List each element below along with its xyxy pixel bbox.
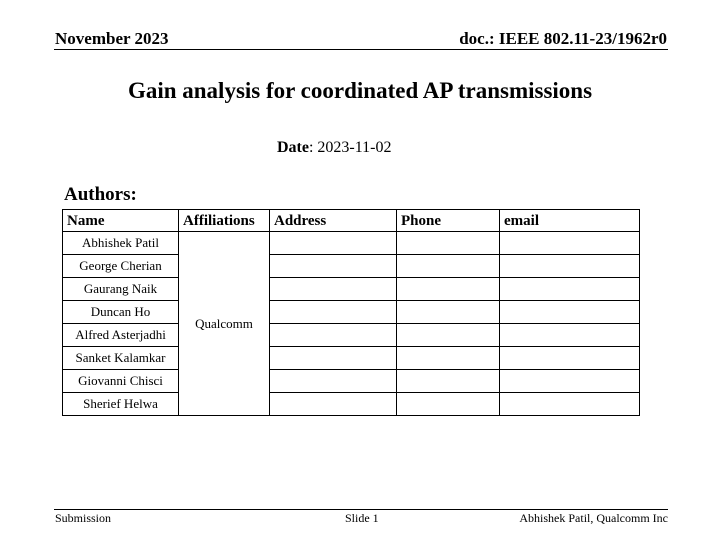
date-value: : 2023-11-02: [308, 139, 392, 156]
table-header-row: [63, 210, 640, 232]
header-date: November 2023: [55, 29, 169, 48]
table-row: [63, 301, 640, 324]
author-name: Duncan Ho: [63, 301, 179, 324]
address-cell: [270, 255, 397, 278]
email-cell: [500, 301, 640, 324]
address-cell: [270, 324, 397, 347]
header-doc-id: doc.: IEEE 802.11-23/1962r0: [459, 29, 667, 48]
phone-cell: [397, 255, 500, 278]
address-cell: [270, 347, 397, 370]
author-name: Gaurang Naik: [63, 278, 179, 301]
phone-cell: [397, 393, 500, 416]
table-row: [63, 278, 640, 301]
column-header-name: Name: [63, 210, 179, 232]
author-name: Giovanni Chisci: [63, 370, 179, 393]
date-line: [277, 139, 392, 157]
address-cell: [270, 301, 397, 324]
header-divider: [54, 49, 668, 50]
footer-slide-number: Slide 1: [345, 511, 379, 525]
footer-author: Abhishek Patil, Qualcomm Inc: [519, 511, 668, 525]
author-name: Abhishek Patil: [63, 232, 179, 255]
footer-submission: Submission: [55, 511, 112, 525]
email-cell: [500, 347, 640, 370]
email-cell: [500, 255, 640, 278]
phone-cell: [397, 370, 500, 393]
email-cell: [500, 324, 640, 347]
author-name: Sanket Kalamkar: [63, 347, 179, 370]
table-row: [63, 232, 640, 255]
email-cell: [500, 232, 640, 255]
phone-cell: [397, 324, 500, 347]
column-header-affiliations: Affiliations: [179, 210, 270, 232]
column-header-address: Address: [270, 210, 397, 232]
table-row: [63, 255, 640, 278]
address-cell: [270, 370, 397, 393]
footer-divider: [54, 509, 668, 510]
authors-heading: Authors:: [64, 184, 137, 205]
table-row: [63, 347, 640, 370]
date-label: Date: [277, 139, 309, 156]
email-cell: [500, 370, 640, 393]
column-header-phone: Phone: [397, 210, 500, 232]
author-name: George Cherian: [63, 255, 179, 278]
email-cell: [500, 393, 640, 416]
column-header-email: email: [500, 210, 640, 232]
table-row: [63, 370, 640, 393]
table-row: [63, 393, 640, 416]
author-name: Alfred Asterjadhi: [63, 324, 179, 347]
authors-table: [62, 209, 640, 416]
affiliation-cell: Qualcomm: [179, 232, 270, 416]
phone-cell: [397, 347, 500, 370]
email-cell: [500, 278, 640, 301]
phone-cell: [397, 232, 500, 255]
phone-cell: [397, 301, 500, 324]
phone-cell: [397, 278, 500, 301]
table-row: [63, 324, 640, 347]
address-cell: [270, 393, 397, 416]
address-cell: [270, 232, 397, 255]
slide-title: Gain analysis for coordinated AP transmissions: [127, 78, 593, 103]
author-name: Sherief Helwa: [63, 393, 179, 416]
address-cell: [270, 278, 397, 301]
